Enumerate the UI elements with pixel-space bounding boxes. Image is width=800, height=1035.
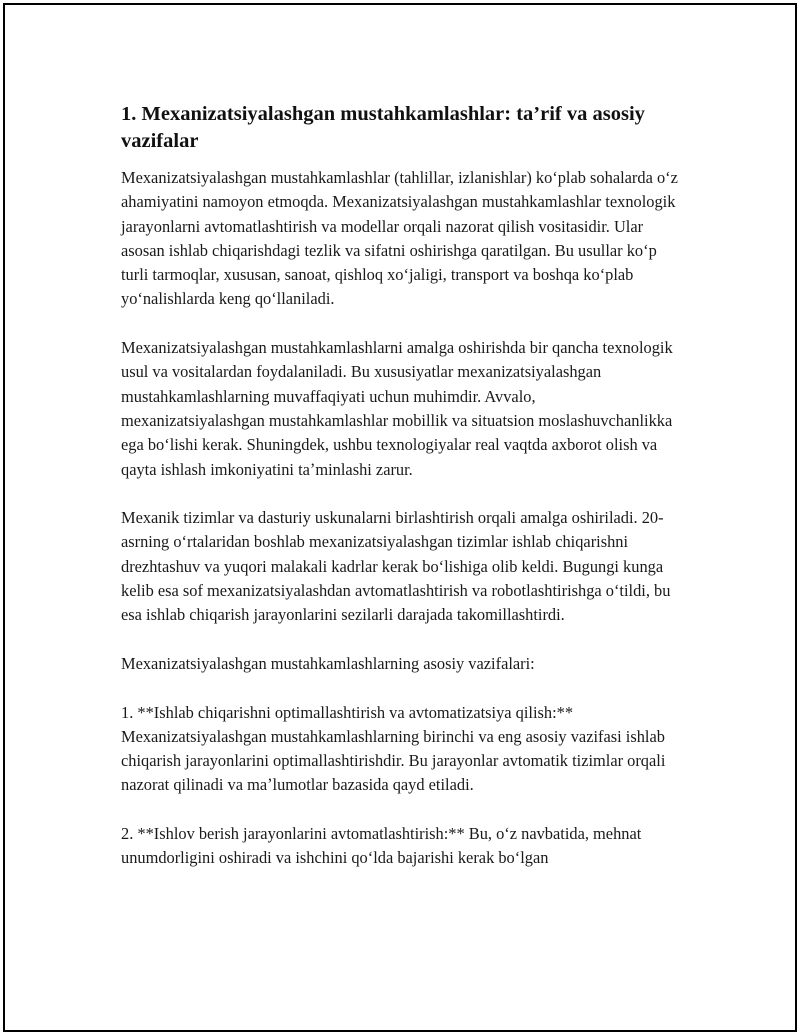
page-frame	[3, 3, 797, 1032]
paragraph-methods: Mexanizatsiyalashgan mustahkamlashlarni amalga oshirishda bir qancha texnologik usul va vositalardan foydalaniladi. Bu xususiyatlar mexanizatsiyalashgan mustahkamlashlarning muvaffaqiyati uchun muhimdir. Avvalo, mexanizatsiyalashgan mustahkamlashlar mobillik va situatsion moslashuvchanlikka ega boʻlishi kerak. Shuningdek, ushbu texnologiyalar real vaqtda axborot olish va qayta ishlash imkoniyatini taʼminlashi zarur.	[121, 338, 673, 479]
paragraph-task-2: 2. **Ishlov berish jarayonlarini avtomatlashtirish:** Bu, oʻz navbatida, mehnat unumdorligini oshiradi va ishchini qoʻlda bajarishi kerak boʻlgan	[121, 824, 642, 868]
section-heading: 1. Mexanizatsiyalashgan mustahkamlashlar: ta’rif va asosiy vazifalar	[121, 103, 645, 152]
document-body	[121, 101, 681, 871]
paragraph-task-1: 1. **Ishlab chiqarishni optimallashtirish va avtomatizatsiya qilish:** Mexanizatsiyalashgan mustahkamlashlarning birinchi va eng asosiy vazifasi ishlab chiqarish jarayonlarini optimallashtirishdir. Bu jarayonlar avtomatik tizimlar orqali nazorat qilinadi va maʼlumotlar bazasida qayd etiladi.	[121, 702, 666, 795]
paragraph-tasks-intro: Mexanizatsiyalashgan mustahkamlashlarning asosiy vazifalari:	[121, 653, 535, 673]
paragraph-intro: Mexanizatsiyalashgan mustahkamlashlar (tahlillar, izlanishlar) koʻplab sohalarda oʻz ahamiyatini namoyon etmoqda. Mexanizatsiyalashgan mustahkamlashlar texnologik jarayonlarni avtomatlashtirish va modellar orqali nazorat qilish vositasidir. Ular asosan ishlab chiqarishdagi tezlik va sifatni oshirishga qaratilgan. Bu usullar koʻp turli tarmoqlar, xususan, sanoat, qishloq xoʻjaligi, transport va boshqa koʻplab yoʻnalishlarda keng qoʻllaniladi.	[121, 168, 678, 309]
paragraph-history: Mexanik tizimlar va dasturiy uskunalarni birlashtirish orqali amalga oshiriladi. 20-asrning oʻrtalaridan boshlab mexanizatsiyalashgan tizimlar ishlab chiqarishni drezhtashuv va yuqori malakali kadrlar kerak boʻlishiga olib keldi. Bugungi kunga kelib esa sof mexanizatsiyalashdan avtomatlashtirish va robotlashtirishga oʻtildi, bu esa ishlab chiqarish jarayonlarini sezilarli darajada takomillashtirdi.	[121, 508, 671, 625]
